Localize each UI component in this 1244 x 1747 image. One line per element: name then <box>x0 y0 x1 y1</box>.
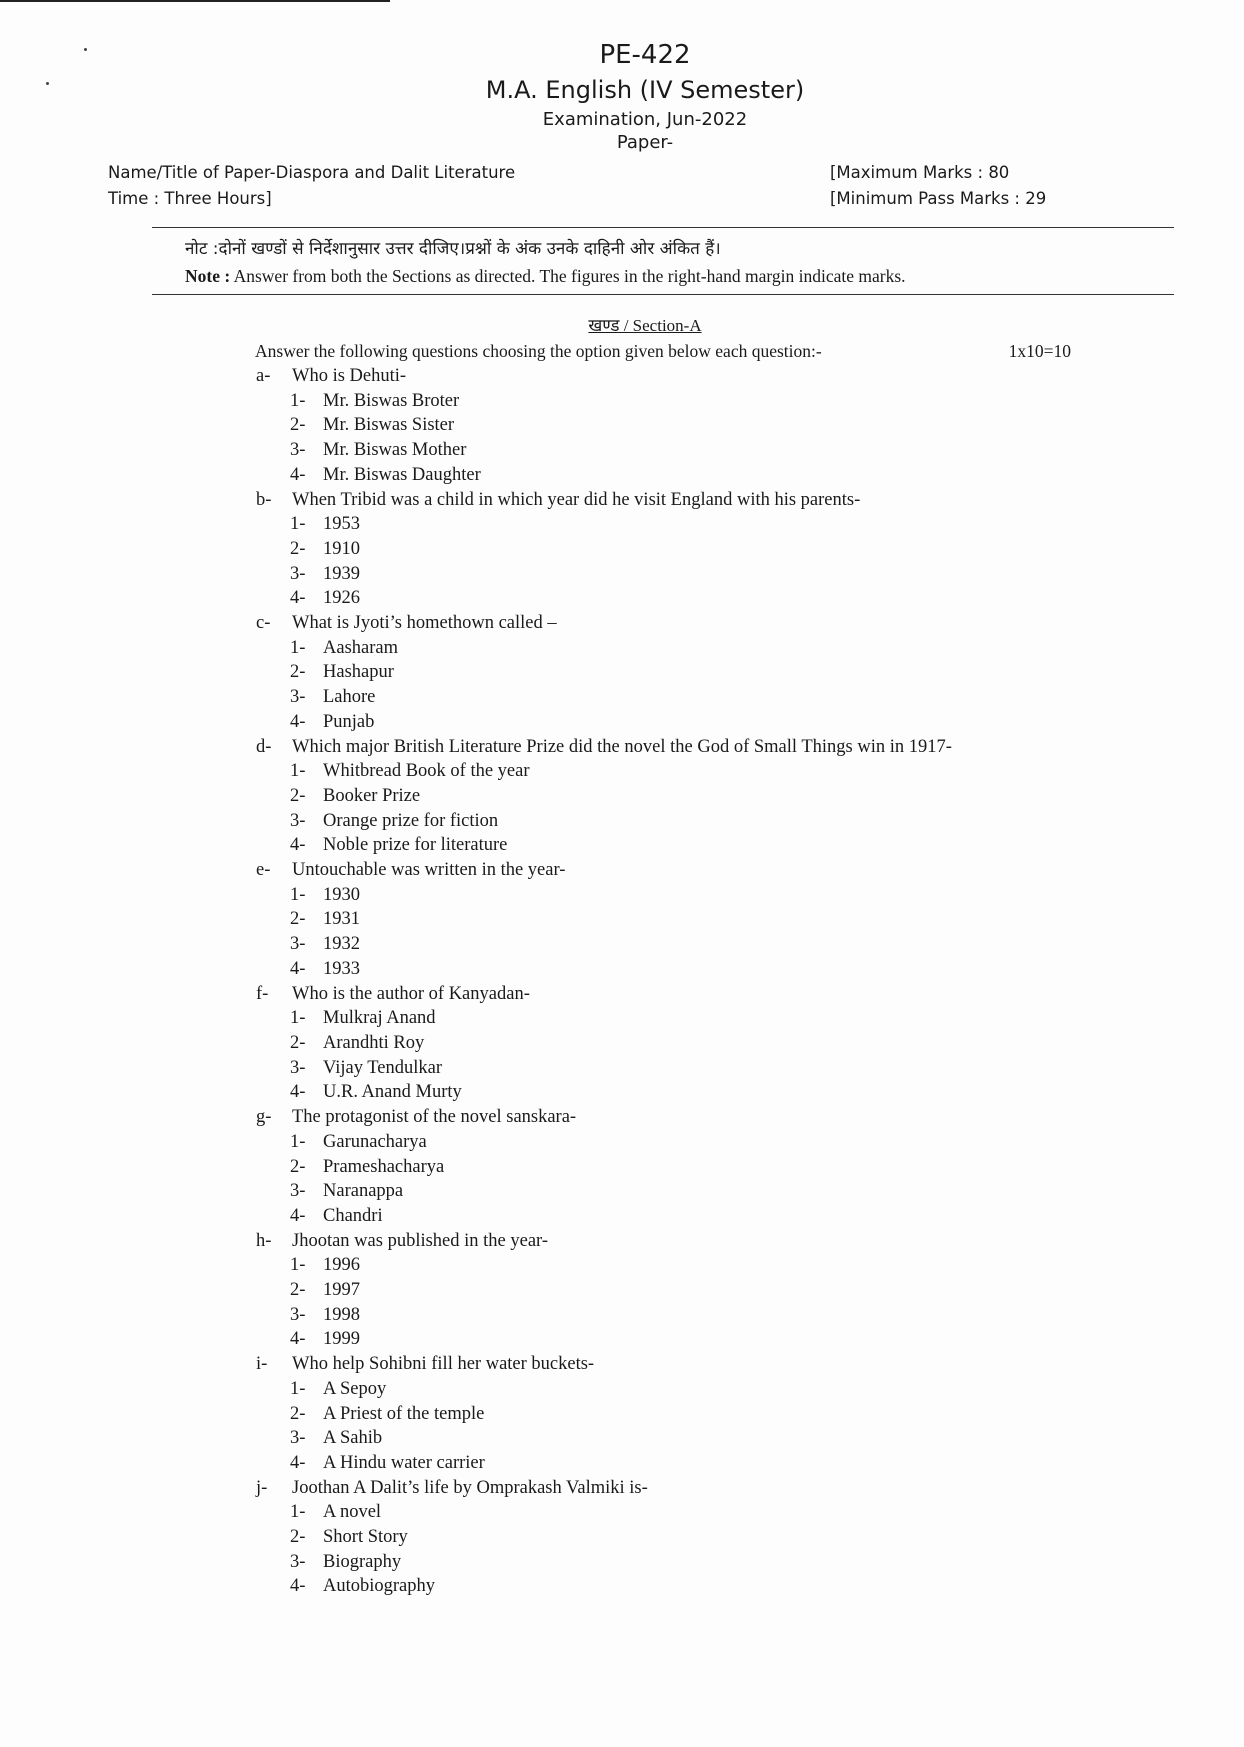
option-number: 4- <box>290 1082 306 1103</box>
answer-option <box>256 1377 1106 1402</box>
paper-info <box>108 160 515 212</box>
answer-option <box>256 1130 1106 1155</box>
question-letter: h- <box>256 1230 272 1251</box>
option-text: Short Story <box>323 1527 408 1548</box>
note-hindi: नोट :दोनों खण्डों से निर्देशानुसार उत्तर दीजिए।प्रश्नों के अंक उनके दाहिनी ओर अंकित हैं। <box>185 239 721 259</box>
divider <box>152 294 1174 295</box>
note-text: Answer from both the Sections as directed. The figures in the right-hand margin indicate marks. <box>230 266 906 286</box>
answer-option <box>256 1574 1106 1599</box>
option-text: 1939 <box>323 563 360 584</box>
answer-option <box>256 1500 1106 1525</box>
paper-label: Paper- <box>616 132 674 153</box>
option-number: 2- <box>290 662 306 683</box>
option-text: Orange prize for fiction <box>323 810 499 831</box>
option-text: Vijay Tendulkar <box>323 1057 443 1078</box>
option-text: Biography <box>323 1551 402 1572</box>
answer-option <box>256 586 1106 611</box>
option-number: 4- <box>290 1205 306 1226</box>
answer-option <box>256 1056 1106 1081</box>
section-marks: 1x10=10 <box>1008 341 1071 361</box>
question-text: Joothan A Dalit’s life by Omprakash Valmiki is- <box>292 1477 648 1498</box>
exam-session: Examination, Jun-2022 <box>542 109 748 130</box>
question-item <box>256 858 1106 883</box>
option-number: 2- <box>290 1527 306 1548</box>
option-text: A Sahib <box>323 1428 383 1449</box>
answer-option <box>256 1278 1106 1303</box>
question-letter: a- <box>256 366 271 386</box>
option-number: 1- <box>290 637 306 658</box>
option-number: 4- <box>290 588 306 609</box>
option-text: Booker Prize <box>323 785 421 806</box>
answer-option <box>256 463 1106 488</box>
answer-option <box>256 1327 1106 1352</box>
paper-name: Name/Title of Paper-Diaspora and Dalit Literature <box>108 163 516 182</box>
option-text: 1931 <box>323 909 360 930</box>
answer-option <box>256 833 1106 858</box>
divider <box>152 227 1174 228</box>
answer-option <box>256 1303 1106 1328</box>
paper-code: PE-422 <box>599 40 691 70</box>
option-text: 1996 <box>323 1255 360 1276</box>
question-letter: i- <box>256 1354 268 1375</box>
option-number: 4- <box>290 958 306 979</box>
section-title: खण्ड / Section-A <box>588 316 702 335</box>
option-number: 3- <box>290 1304 306 1325</box>
option-number: 1- <box>290 1502 306 1523</box>
option-number: 3- <box>290 687 306 708</box>
option-number: 4- <box>290 835 306 856</box>
answer-option <box>256 636 1106 661</box>
question-item <box>256 1105 1106 1130</box>
option-number: 3- <box>290 563 306 584</box>
option-text: Mr. Biswas Mother <box>323 440 467 461</box>
answer-option <box>256 759 1106 784</box>
option-text: 1953 <box>323 514 360 535</box>
option-text: Lahore <box>323 687 376 708</box>
option-text: Autobiography <box>323 1576 436 1597</box>
option-number: 3- <box>290 934 306 955</box>
question-letter: d- <box>256 736 272 757</box>
answer-option <box>256 660 1106 685</box>
option-number: 2- <box>290 538 306 559</box>
answer-option <box>256 784 1106 809</box>
option-number: 1- <box>290 1131 306 1152</box>
option-text: 1932 <box>323 934 360 955</box>
exam-header <box>0 38 1244 154</box>
answer-option <box>256 1006 1106 1031</box>
option-text: A Sepoy <box>323 1378 387 1399</box>
option-number: 1- <box>290 390 306 411</box>
option-text: Aasharam <box>323 637 398 658</box>
answer-option <box>256 685 1106 710</box>
option-text: Mr. Biswas Broter <box>323 390 460 411</box>
scan-edge-mark <box>0 0 390 2</box>
answer-option <box>256 1179 1106 1204</box>
question-item <box>256 611 1106 636</box>
time-allowed: Time : Three Hours] <box>108 189 272 208</box>
option-text: A novel <box>323 1502 382 1523</box>
option-text: 1930 <box>323 884 360 905</box>
option-number: 1- <box>290 514 306 535</box>
answer-option <box>256 1402 1106 1427</box>
question-letter: g- <box>256 1107 272 1128</box>
answer-option <box>256 389 1106 414</box>
option-text: 1998 <box>323 1304 360 1325</box>
answer-option <box>256 1031 1106 1056</box>
option-number: 4- <box>290 464 306 485</box>
question-item <box>256 364 1106 389</box>
question-item <box>256 1229 1106 1254</box>
option-text: A Hindu water carrier <box>323 1452 485 1473</box>
minimum-pass-marks: [Minimum Pass Marks : 29 <box>830 189 1047 208</box>
question-text: Who is Dehuti- <box>292 366 407 386</box>
option-number: 2- <box>290 1280 306 1301</box>
answer-option <box>256 809 1106 834</box>
answer-option <box>256 1253 1106 1278</box>
answer-option <box>256 413 1106 438</box>
question-text: Jhootan was published in the year- <box>292 1230 549 1251</box>
instruction-text: Answer the following questions choosing the option given below each question:- <box>255 341 822 361</box>
course-title: M.A. English (IV Semester) <box>485 76 805 104</box>
section-instruction <box>255 339 1071 363</box>
question-item <box>256 488 1106 513</box>
answer-option <box>256 710 1106 735</box>
option-number: 2- <box>290 415 306 436</box>
option-number: 4- <box>290 711 306 732</box>
option-number: 2- <box>290 1032 306 1053</box>
option-text: Punjab <box>323 711 375 732</box>
question-text: What is Jyoti’s homethown called – <box>292 613 557 634</box>
option-number: 2- <box>290 1156 306 1177</box>
answer-option <box>256 957 1106 982</box>
option-text: Whitbread Book of the year <box>323 761 530 782</box>
option-number: 3- <box>290 1551 306 1572</box>
answer-option <box>256 1204 1106 1229</box>
option-number: 1- <box>290 1255 306 1276</box>
question-item <box>256 1476 1106 1501</box>
option-number: 1- <box>290 1008 306 1029</box>
option-number: 3- <box>290 440 306 461</box>
option-text: Mr. Biswas Daughter <box>323 464 481 485</box>
answer-option <box>256 932 1106 957</box>
note-block <box>185 236 906 290</box>
answer-option <box>256 1550 1106 1575</box>
option-text: Mr. Biswas Sister <box>323 415 455 436</box>
option-number: 1- <box>290 1378 306 1399</box>
option-text: 1926 <box>323 588 360 609</box>
answer-option <box>256 1426 1106 1451</box>
option-text: Noble prize for literature <box>323 835 508 856</box>
option-text: 1999 <box>323 1329 360 1350</box>
option-text: Arandhti Roy <box>323 1032 425 1053</box>
question-letter: e- <box>256 860 271 881</box>
question-letter: j- <box>256 1477 268 1498</box>
option-number: 3- <box>290 1428 306 1449</box>
answer-option <box>256 537 1106 562</box>
note-label: Note : <box>185 266 231 286</box>
answer-option <box>256 512 1106 537</box>
maximum-marks: [Maximum Marks : 80 <box>830 163 1010 182</box>
answer-option <box>256 1525 1106 1550</box>
option-number: 2- <box>290 909 306 930</box>
question-text: Untouchable was written in the year- <box>292 860 566 881</box>
option-number: 3- <box>290 810 306 831</box>
option-number: 1- <box>290 761 306 782</box>
option-text: Chandri <box>323 1205 383 1226</box>
option-text: Hashapur <box>323 662 394 683</box>
option-text: Prameshacharya <box>323 1156 445 1177</box>
question-item <box>256 982 1106 1007</box>
marks-info <box>830 160 1046 212</box>
answer-option <box>256 562 1106 587</box>
option-text: Mulkraj Anand <box>323 1008 436 1029</box>
option-number: 3- <box>290 1181 306 1202</box>
option-text: Garunacharya <box>323 1131 427 1152</box>
option-text: 1910 <box>323 538 360 559</box>
question-list <box>256 364 1106 1599</box>
question-text: Who help Sohibni fill her water buckets- <box>292 1354 595 1375</box>
question-letter: f- <box>256 983 269 1004</box>
question-letter: b- <box>256 489 272 510</box>
note-english <box>185 263 906 290</box>
answer-option <box>256 907 1106 932</box>
answer-option <box>256 1451 1106 1476</box>
option-number: 3- <box>290 1057 306 1078</box>
answer-option <box>256 1080 1106 1105</box>
question-text: The protagonist of the novel sanskara- <box>292 1107 577 1128</box>
question-item <box>256 1352 1106 1377</box>
option-number: 2- <box>290 785 306 806</box>
option-text: 1933 <box>323 958 360 979</box>
option-number: 4- <box>290 1329 306 1350</box>
option-number: 4- <box>290 1576 306 1597</box>
option-text: 1997 <box>323 1280 360 1301</box>
option-number: 2- <box>290 1403 306 1424</box>
question-item <box>256 735 1106 760</box>
answer-option <box>256 883 1106 908</box>
answer-option <box>256 1155 1106 1180</box>
question-text: When Tribid was a child in which year did he visit England with his parents- <box>292 489 861 510</box>
option-number: 1- <box>290 884 306 905</box>
question-text: Who is the author of Kanyadan- <box>292 983 530 1004</box>
option-text: A Priest of the temple <box>323 1403 485 1424</box>
option-text: Naranappa <box>323 1181 404 1202</box>
question-text: Which major British Literature Prize did the novel the God of Small Things win in 1917- <box>292 736 952 757</box>
question-letter: c- <box>256 613 271 634</box>
option-number: 4- <box>290 1452 306 1473</box>
answer-option <box>256 438 1106 463</box>
option-text: U.R. Anand Murty <box>323 1082 462 1103</box>
